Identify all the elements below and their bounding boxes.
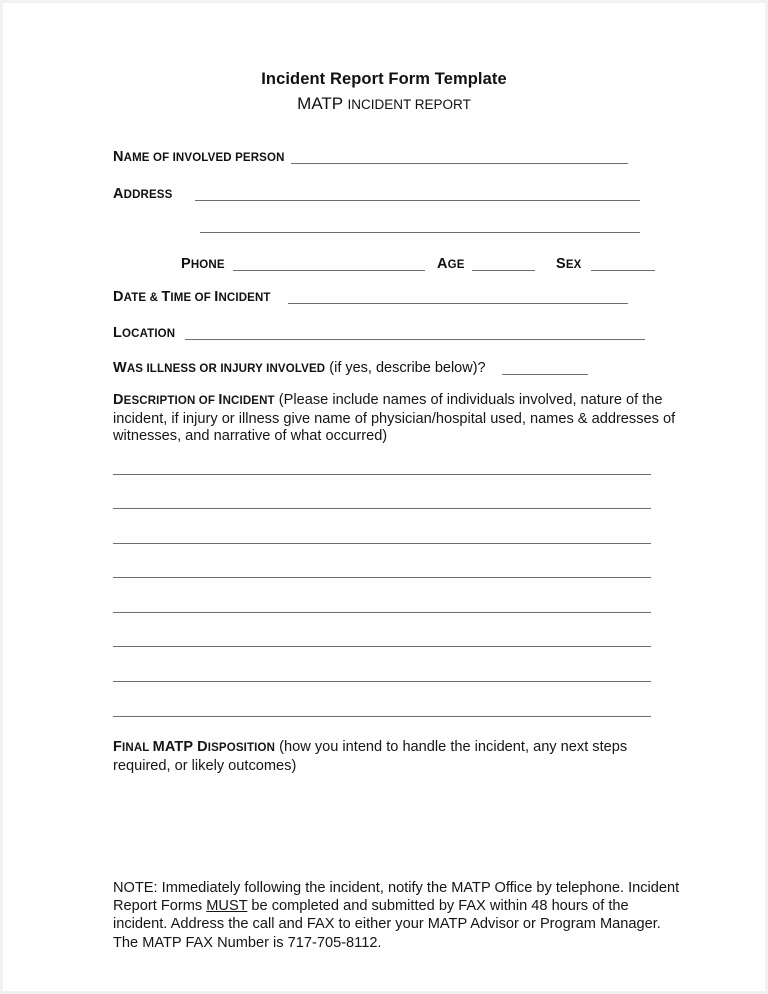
input-line-age[interactable] (472, 270, 535, 271)
input-line-phone[interactable] (233, 270, 425, 271)
input-line-location[interactable] (185, 339, 645, 340)
label-final-disposition: FINAL MATP DISPOSITION (113, 739, 276, 755)
description-of-incident-block (113, 392, 683, 446)
input-line-sex[interactable] (591, 270, 655, 271)
label-date-time-of-incident: DATE & TIME OF INCIDENT (113, 289, 271, 305)
label-sex: SEX (556, 256, 582, 272)
description-blank-line-2[interactable] (113, 508, 651, 509)
field-illness-or-injury-involved (113, 359, 486, 377)
input-line-date-time[interactable] (288, 303, 628, 304)
description-blank-line-1[interactable] (113, 474, 651, 475)
label-illness-or-injury: WAS ILLNESS OR INJURY INVOLVED (113, 360, 326, 376)
label-location: LOCATION (113, 325, 176, 341)
input-line-illness[interactable] (502, 374, 588, 375)
input-line-address-1[interactable] (195, 200, 640, 201)
document-title: Incident Report Form Template (261, 70, 507, 88)
label-phone: PHONE (181, 256, 225, 272)
description-blank-line-6[interactable] (113, 646, 651, 647)
field-age (437, 255, 465, 273)
subtitle-acronym: MATP (297, 94, 343, 113)
subtitle-text: INCIDENT REPORT (347, 97, 471, 112)
field-phone (181, 255, 225, 273)
label-name-of-involved-person: NAME OF INVOLVED PERSON (113, 149, 285, 165)
field-sex (556, 255, 581, 273)
description-blank-line-7[interactable] (113, 681, 651, 682)
description-blank-line-8[interactable] (113, 716, 651, 717)
field-location (113, 324, 175, 342)
final-disposition-block (113, 739, 673, 775)
document-subtitle (0, 94, 768, 114)
field-address (113, 185, 172, 203)
label-address: ADDRESS (113, 186, 173, 202)
label-illness-hint: (if yes, describe below)? (325, 360, 486, 376)
input-line-name[interactable] (291, 163, 628, 164)
final-disposition-text: (how you intend to handle the incident, any next steps required, or likely outcomes) (113, 739, 628, 774)
label-description-of-incident: DESCRIPTION OF INCIDENT (113, 392, 275, 408)
footer-note-emphasis: MUST (206, 898, 248, 915)
description-blank-line-5[interactable] (113, 612, 651, 613)
label-age: AGE (437, 256, 465, 272)
footer-note (113, 879, 683, 952)
description-blank-line-3[interactable] (113, 543, 651, 544)
description-of-incident-text: (Please include names of individuals involved, nature of the incident, if injury or illness give name of physician/hospital used, names & addresses of witnesses, and narrative of what occurred) (113, 392, 676, 445)
footer-note-part-2: be completed and submitted by FAX within 48 hours of the incident. Address the call and FAX to either your MATP Advisor or Program Manager. The MATP FAX Number is 717-705-8112. (113, 898, 661, 951)
footer-note-part-1: NOTE: Immediately following the incident, notify the MATP Office by telephone. Incident Report Forms (113, 880, 680, 915)
field-date-time-of-incident (113, 288, 271, 306)
description-blank-line-4[interactable] (113, 577, 651, 578)
field-name-of-involved-person (113, 148, 285, 166)
input-line-address-2[interactable] (200, 232, 640, 233)
